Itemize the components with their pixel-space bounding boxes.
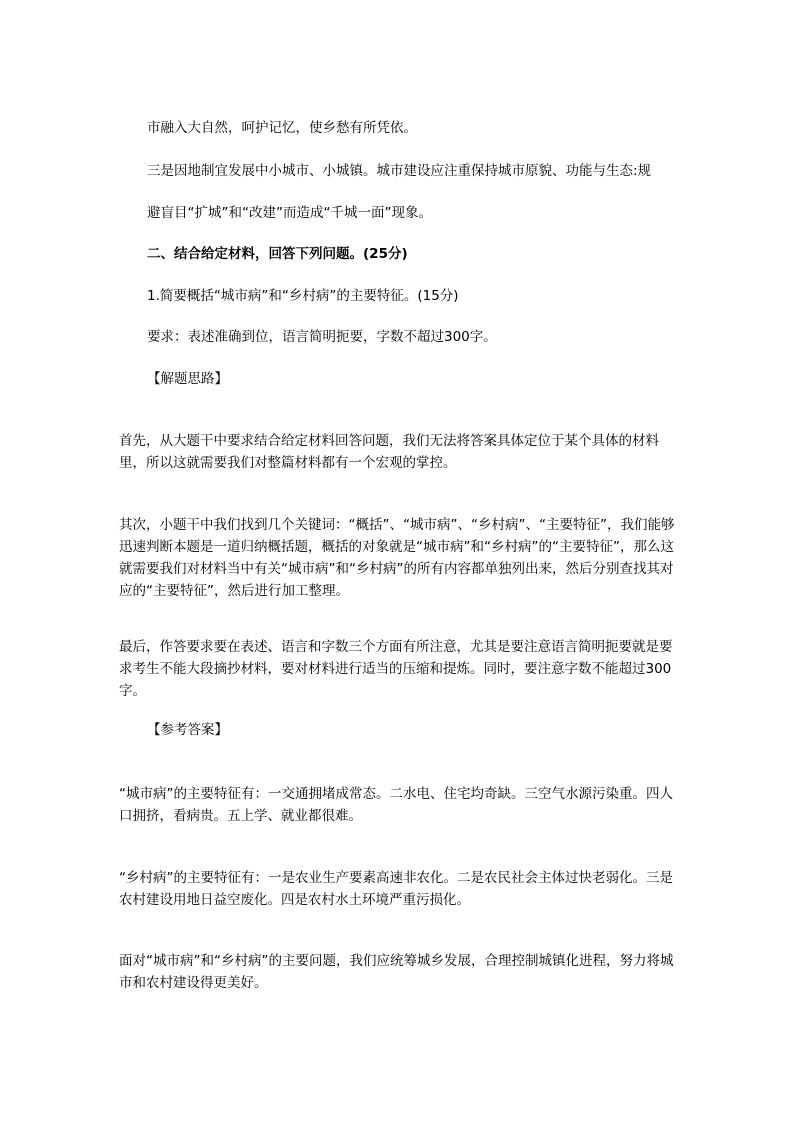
analysis-paragraph: 其次，小题干中我们找到几个关键词：“概括”、“城市病”、“乡村病”、“主要特征”，我们能够迅速判断本题是一道归纳概括题，概括的对象就是“城市病”和“乡村病”的“主要特征”，那么这就需要我们对材料当中有关“城市病”和“乡村病”的所有内容都单独列出来，然后分别查找其对应的“主要特征”，然后进行加工整理。: [119, 517, 675, 599]
analysis-paragraph: 首先，从大题干中要求结合给定材料回答问题，我们无法将答案具体定位于某个具体的材料里，所以这就需要我们对整篇材料都有一个宏观的掌控。: [119, 433, 659, 471]
analysis-paragraph: 最后，作答要求要在表述、语言和字数三个方面有所注意，尤其是要注意语言简明扼要就是要求考生不能大段摘抄材料，要对材料进行适当的压缩和提炼。同时，要注意字数不能超过300字。: [119, 639, 673, 699]
thinking-heading: 【解题思路】: [147, 371, 228, 387]
text-line: 避盲目“扩城”和“改建”而造成“千城一面”现象。: [147, 205, 432, 221]
answer-paragraph: “城市病”的主要特征有：一交通拥堵成常态。二水电、住宅均奇缺。三空气水源污染重。四人口拥挤，看病贵。五上学、就业都很难。: [119, 786, 673, 824]
section-heading: 二、结合给定材料，回答下列问题。(25分): [147, 246, 408, 262]
answer-paragraph: 面对“城市病”和“乡村病”的主要问题，我们应统筹城乡发展，合理控制城镇化进程，努力将城市和农村建设得更美好。: [119, 953, 674, 991]
question-text: 1.简要概括“城市病”和“乡村病”的主要特征。(15分): [147, 288, 459, 304]
text-line: 市融入大自然，呵护记忆，使乡愁有所凭依。: [147, 120, 417, 136]
requirement-text: 要求：表述准确到位，语言简明扼要，字数不超过300字。: [147, 329, 497, 345]
answer-heading: 【参考答案】: [147, 722, 228, 738]
answer-paragraph: “乡村病”的主要特征有：一是农业生产要素高速非农化。二是农民社会主体过快老弱化。三是农村建设用地日益空废化。四是农村水土环境严重污损化。: [119, 870, 673, 908]
text-line: 三是因地制宜发展中小城市、小城镇。城市建设应注重保持城市原貌、功能与生态:规: [147, 163, 652, 179]
